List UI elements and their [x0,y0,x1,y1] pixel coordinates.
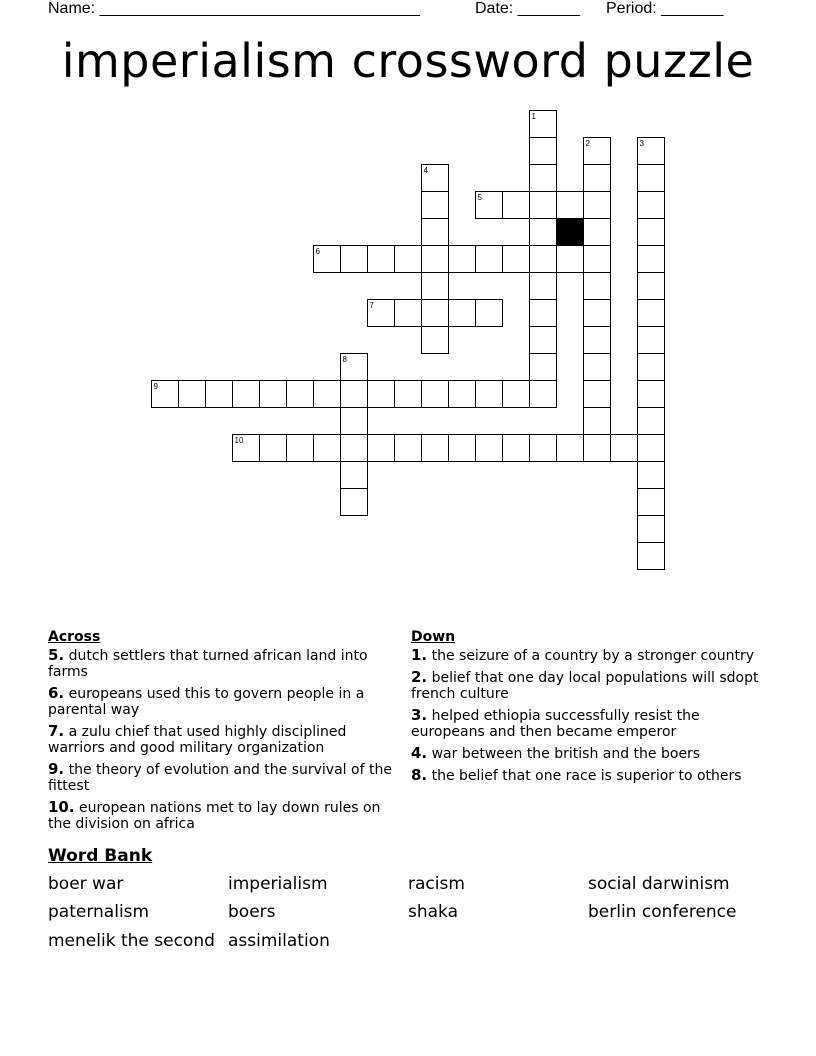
crossword-cell[interactable] [638,192,665,219]
crossword-cell[interactable] [341,435,368,462]
crossword-cell[interactable] [638,165,665,192]
clue-number: 4. [411,744,428,762]
crossword-cell[interactable] [584,165,611,192]
crossword-cell[interactable] [314,381,341,408]
clue-text: a zulu chief that used highly disciplined warriors and good military organization [48,724,347,756]
crossword-cell[interactable] [584,192,611,219]
crossword-cell[interactable] [584,354,611,381]
clue-text: european nations met to lay down rules on the division on africa [48,800,381,832]
crossword-cell[interactable] [584,219,611,246]
crossword-cell[interactable] [233,381,260,408]
clue-text: the belief that one race is superior to others [431,768,742,784]
crossword-cell[interactable] [584,381,611,408]
cell-number: 2 [585,139,590,148]
word-bank-heading: Word Bank [48,846,153,866]
crossword-cell[interactable] [638,300,665,327]
crossword-cell[interactable] [530,435,557,462]
word-bank-item: boers [228,902,276,922]
crossword-cell[interactable] [584,273,611,300]
crossword-cell[interactable] [260,381,287,408]
word-bank-item: social darwinism [588,874,730,894]
crossword-cell[interactable] [422,381,449,408]
clue-across-9 [48,761,403,794]
crossword-cell[interactable] [368,435,395,462]
clue-across-5 [48,647,403,680]
crossword-cell[interactable] [422,435,449,462]
crossword-cell[interactable] [179,381,206,408]
crossword-cell[interactable] [287,435,314,462]
crossword-cell[interactable] [449,381,476,408]
cell-number: 4 [423,166,428,175]
clue-text: europeans used this to govern people in a parental way [48,686,365,718]
crossword-cell[interactable] [503,435,530,462]
crossword-cell[interactable] [584,246,611,273]
crossword-cell[interactable] [584,435,611,462]
crossword-cell[interactable] [476,381,503,408]
word-bank-item: imperialism [228,874,328,894]
clue-number: 1. [411,646,428,664]
crossword-cell[interactable] [422,273,449,300]
clue-text: dutch settlers that turned african land into farms [48,648,368,680]
clue-number: 3. [411,706,428,724]
crossword-cell[interactable] [422,246,449,273]
period-field[interactable]: Period: _______ [606,0,724,17]
crossword-cell[interactable] [638,408,665,435]
cell-number: 6 [315,247,320,256]
clue-number: 9. [48,760,65,778]
crossword-cell[interactable] [395,246,422,273]
word-bank-item: racism [408,874,465,894]
crossword-cell[interactable] [422,327,449,354]
clue-down-2 [411,669,766,702]
crossword-cell[interactable] [530,381,557,408]
crossword-cell[interactable] [557,192,584,219]
crossword-cell[interactable] [341,246,368,273]
crossword-cell[interactable] [530,273,557,300]
clue-number: 8. [411,766,428,784]
clue-across-7 [48,723,403,756]
crossword-cell[interactable] [638,516,665,543]
crossword-cell[interactable] [395,381,422,408]
clue-text: war between the british and the boers [431,746,701,762]
crossword-cell[interactable] [503,192,530,219]
cell-number: 5 [477,193,482,202]
crossword-cell[interactable] [314,435,341,462]
clue-number: 6. [48,684,65,702]
clue-number: 7. [48,722,65,740]
cell-number: 8 [342,355,347,364]
word-bank-item: boer war [48,874,124,894]
clue-text: the theory of evolution and the survival of the fittest [48,762,392,794]
crossword-cell[interactable] [638,219,665,246]
clue-text: helped ethiopia successfully resist the europeans and then became emperor [411,708,700,740]
crossword-cell[interactable] [422,300,449,327]
crossword-cell[interactable] [530,354,557,381]
crossword-cell[interactable] [611,435,638,462]
crossword-cell[interactable] [476,300,503,327]
crossword-cell[interactable] [530,192,557,219]
clue-across-10 [48,799,403,832]
down-heading: Down [411,629,456,645]
crossword-cell[interactable] [530,246,557,273]
crossword-cell[interactable] [638,489,665,516]
crossword-cell[interactable] [368,381,395,408]
blocked-cell [557,219,584,246]
crossword-cell[interactable] [530,219,557,246]
crossword-cell[interactable] [341,408,368,435]
crossword-cell[interactable] [638,462,665,489]
crossword-cell[interactable] [449,246,476,273]
crossword-cell[interactable] [341,489,368,516]
name-field[interactable]: Name: ____________________________________ [48,0,420,17]
cell-number: 10 [234,436,244,445]
clue-text: the seizure of a country by a stronger country [431,648,755,664]
across-clues [48,629,403,837]
clue-number: 2. [411,668,428,686]
crossword-cell[interactable] [368,246,395,273]
word-bank-item: shaka [408,902,459,922]
crossword-cell[interactable] [422,219,449,246]
crossword-cell[interactable] [638,327,665,354]
crossword-cell[interactable] [638,543,665,570]
crossword-cell[interactable] [503,246,530,273]
crossword-cell[interactable] [449,300,476,327]
crossword-cell[interactable] [584,300,611,327]
word-bank-item: menelik the second [48,931,215,951]
crossword-cell[interactable] [341,381,368,408]
crossword-cell[interactable] [395,435,422,462]
across-heading: Across [48,629,101,645]
cell-number: 9 [153,382,158,391]
crossword-cell[interactable] [638,435,665,462]
crossword-cell[interactable] [530,300,557,327]
clue-text: belief that one day local populations will sdopt french culture [411,670,759,702]
crossword-cell[interactable] [530,327,557,354]
word-bank-item: assimilation [228,931,330,951]
crossword-cell[interactable] [638,354,665,381]
clue-down-3 [411,707,766,740]
crossword-cell[interactable] [557,435,584,462]
crossword-cell[interactable] [530,138,557,165]
crossword-cell[interactable] [395,300,422,327]
crossword-cell[interactable] [557,246,584,273]
clue-down-4 [411,745,766,762]
crossword-cell[interactable] [476,435,503,462]
word-bank-item: paternalism [48,902,150,922]
clue-down-8 [411,767,766,784]
crossword-cell[interactable] [206,381,233,408]
clue-down-1 [411,647,766,664]
crossword-cell[interactable] [449,435,476,462]
date-field[interactable]: Date: _______ [475,0,580,17]
crossword-cell[interactable] [638,381,665,408]
clue-across-6 [48,685,403,718]
crossword-cell[interactable] [260,435,287,462]
down-clues [411,629,766,789]
word-bank-item: berlin conference [588,902,737,922]
crossword-cell[interactable] [584,408,611,435]
cell-number: 1 [531,112,536,121]
cell-number: 7 [369,301,374,310]
crossword-cell[interactable] [638,246,665,273]
crossword-cell[interactable] [341,462,368,489]
crossword-cell[interactable] [584,327,611,354]
crossword-cell[interactable] [287,381,314,408]
cell-number: 3 [639,139,644,148]
clue-number: 5. [48,646,65,664]
crossword-cell[interactable] [638,273,665,300]
crossword-cell[interactable] [422,192,449,219]
crossword-cell[interactable] [476,246,503,273]
crossword-cell[interactable] [503,381,530,408]
page-title: imperialism crossword puzzle [61,34,755,88]
clue-number: 10. [48,798,75,816]
crossword-cell[interactable] [530,165,557,192]
